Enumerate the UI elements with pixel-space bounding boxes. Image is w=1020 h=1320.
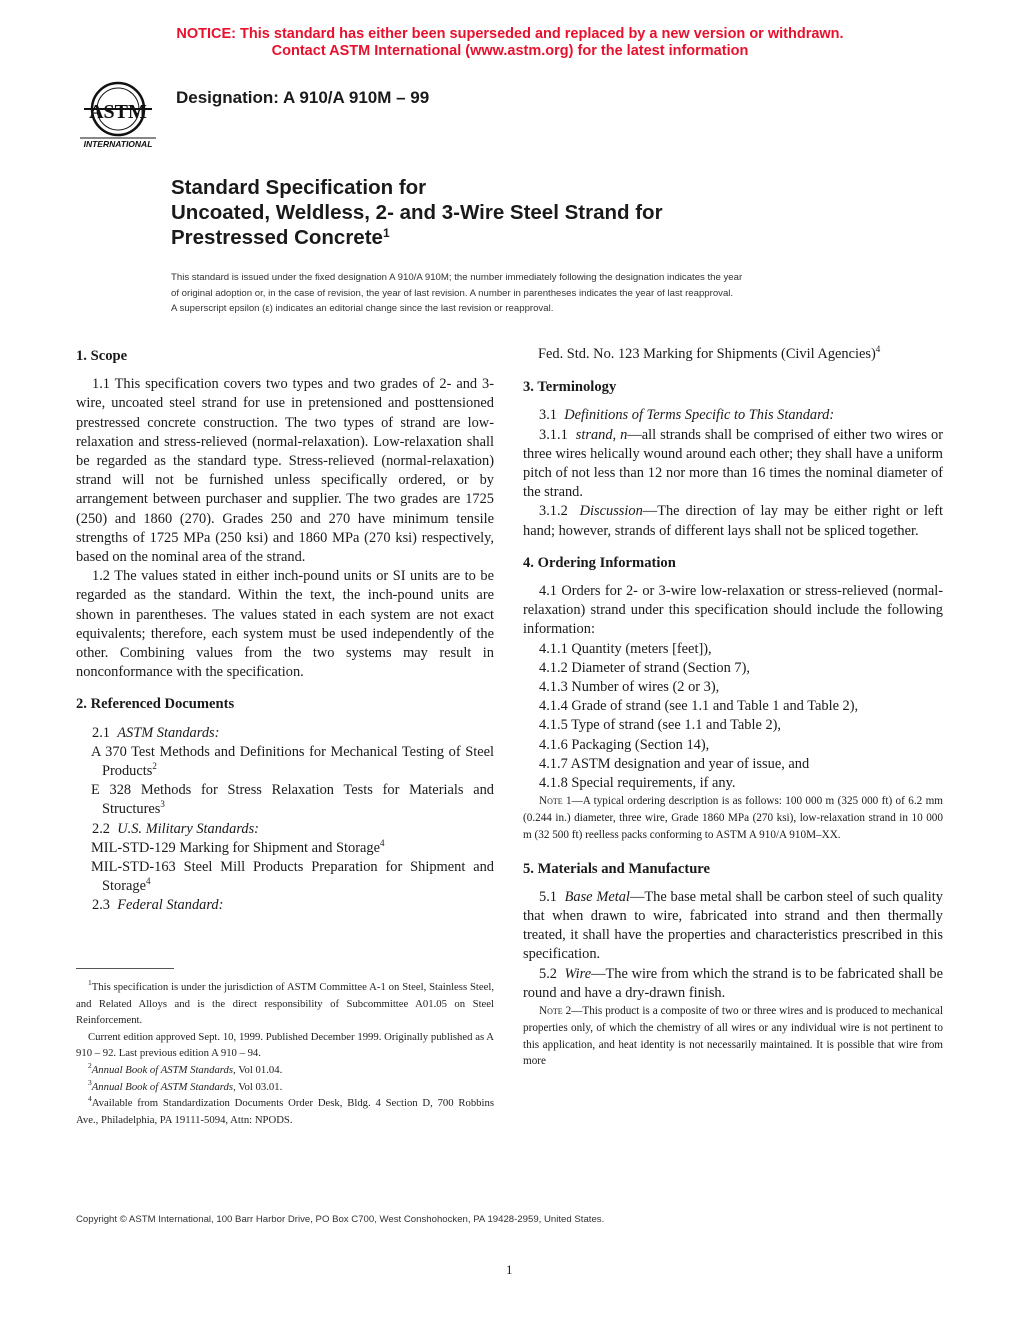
- refdocs-2-3: 2.3 Federal Standard:: [92, 897, 224, 914]
- materials-heading: 5. Materials and Manufacture: [523, 860, 710, 877]
- materials-5-1: 5.1 Base Metal—The base metal shall be carbon steel of such quality that when drawn to wire, fabricated into strand and then thermally treated, it shall have the properties and characteristics prescribed in this specification.: [523, 888, 944, 963]
- title-line-1: Standard Specification for: [171, 176, 427, 199]
- footnote-divider: [76, 968, 174, 969]
- right-column: [523, 345, 943, 1070]
- supersede-notice: [0, 26, 1020, 60]
- ordering-item: 4.1.2 Diameter of strand (Section 7),: [539, 659, 751, 676]
- footnote-3: $^3$Annual Book of ASTM Standards, Vol 03.01.: [88, 1077, 283, 1093]
- ordering-item: 4.1.8 Special requirements, if any.: [539, 775, 736, 792]
- ordering-4-1: 4.1 Orders for 2- or 3-wire low-relaxation or stress-relieved (normal-relaxation) strand under this specification should include the following information:: [523, 583, 943, 638]
- ordering-item: 4.1.6 Packaging (Section 14),: [539, 736, 710, 753]
- ref-fed123: Fed. Std. No. 123 Marking for Shipments (Civil Agencies)$^4$: [538, 344, 881, 362]
- designation: Designation: A 910/A 910M – 99: [176, 88, 430, 107]
- title-line-3: Prestressed Concrete: [171, 226, 383, 249]
- page-number: 1: [506, 1262, 513, 1277]
- document-title: [171, 175, 663, 250]
- refdocs-2-1: 2.1 ASTM Standards:: [92, 724, 220, 741]
- copyright-line: Copyright © ASTM International, 100 Barr Harbor Drive, PO Box C700, West Conshohocken, PA 19428-2959, United States.: [76, 1214, 605, 1225]
- ref-e328: E 328 Methods for Stress Relaxation Tests for Materials and Structures$^3$: [91, 782, 494, 818]
- ordering-item: 4.1.3 Number of wires (2 or 3),: [539, 679, 720, 696]
- scope-1-1: 1.1 This specification covers two types and two grades of 2- and 3-wire, uncoated steel strand for use in pretensioned and posttensioned prestressed concrete construction. The two types of strand are low-relaxation and stress-relieved (normal-relaxation). Low-relaxation shall be regarded as the standard type. Stress-relieved (normal-relaxation) strand will not be furnished unless specifically ordered, or by arrangement between purchaser and supplier. The two grades are 1725 (250) and 1860 (270). Grades 250 and 270 have minimum tensile strengths of 1725 MPa (250 ksi) and 1860 MPa (270 ksi) respectively, based on the nominal area of the strand.: [76, 376, 494, 566]
- scope-1-2: 1.2 The values stated in either inch-pound units or SI units are to be regarded as the standard. Within the text, the inch-pound units are shown in parentheses. The values stated in each system are not exact equivalents; therefore, each system must be used independently of the other. Combining values from the two systems may result in nonconformance with the specification.: [76, 568, 494, 681]
- refdocs-heading: 2. Referenced Documents: [76, 696, 235, 713]
- footnotes: [76, 979, 494, 1128]
- terminology-3-1-1: 3.1.1 strand, n—all strands shall be comprised of either two wires or three wires helically wound around each other; they shall have a uniform pitch of not less than 12 nor more than 16 times the nominal diameter of the strand.: [523, 426, 943, 501]
- footnote-1: $^1$This specification is under the jurisdiction of ASTM Committee A-1 on Steel, Stainless Steel, and Related Alloys and is the direct responsibility of Subcommittee A01.05 on Steel Reinforcement.: [76, 978, 494, 1027]
- logo-subtext: INTERNATIONAL: [83, 139, 153, 149]
- left-column: [76, 347, 494, 916]
- logo-text: ASTM: [89, 101, 147, 123]
- note-2: Note 2—This product is a composite of two or three wires and is produced to mechanical properties only, of which the chemistry of all wires or any individual wire is not pertinent to this application, and heat identity is not necessarily maintained. It is possible that wire from more: [523, 1005, 943, 1068]
- issuance-note: [171, 270, 851, 317]
- terminology-3-1-2: 3.1.2 Discussion—The direction of lay may be either right or left hand; however, strands of different lays shall not be spliced together.: [523, 503, 943, 539]
- title-line-2: Uncoated, Weldless, 2- and 3-Wire Steel Strand for: [171, 201, 663, 224]
- ordering-item: 4.1.7 ASTM designation and year of issue, and: [539, 755, 810, 772]
- ordering-item: 4.1.4 Grade of strand (see 1.1 and Table 1 and Table 2),: [539, 698, 859, 715]
- notice-line-2: Contact ASTM International (www.astm.org) for the latest information: [271, 43, 749, 59]
- terminology-3-1: 3.1 Definitions of Terms Specific to This Standard:: [539, 407, 835, 424]
- terminology-heading: 3. Terminology: [523, 379, 617, 396]
- ref-mil163: MIL-STD-163 Steel Mill Products Preparation for Shipment and Storage$^4$: [91, 859, 494, 895]
- footnote-4: $^4$Available from Standardization Documents Order Desk, Bldg. 4 Section D, 700 Robbins Ave., Philadelphia, PA 19111-5094, Attn: NPODS.: [76, 1094, 494, 1126]
- ref-a370: A 370 Test Methods and Definitions for Mechanical Testing of Steel Products$^2$: [91, 743, 494, 780]
- scope-heading: 1. Scope: [76, 348, 128, 364]
- notice-line-1: NOTICE: This standard has either been superseded and replaced by a new version or withdrawn.: [176, 26, 844, 42]
- footnote-2: $^2$Annual Book of ASTM Standards, Vol 01.04.: [88, 1060, 283, 1076]
- refdocs-2-2: 2.2 U.S. Military Standards:: [92, 820, 259, 837]
- astm-logo: [76, 78, 160, 150]
- issuance-line-3: A superscript epsilon (ε) indicates an editorial change since the last revision or reapproval.: [171, 303, 554, 314]
- ordering-item: 4.1.1 Quantity (meters [feet]),: [539, 640, 712, 657]
- materials-5-2: 5.2 Wire—The wire from which the strand is to be fabricated shall be round and have a dry-drawn finish.: [523, 965, 943, 1001]
- issuance-line-2: of original adoption or, in the case of revision, the year of last revision. A number in parentheses indicates the year of last reapproval.: [171, 287, 734, 299]
- issuance-line-1: This standard is issued under the fixed designation A 910/A 910M; the number immediately following the designation indicates the year: [171, 272, 743, 283]
- ref-mil129: MIL-STD-129 Marking for Shipment and Storage$^4$: [91, 837, 385, 856]
- note-1: Note 1—A typical ordering description is as follows: 100 000 m (325 000 ft) of 6.2 mm (0.244 in.) diameter, three wire, Grade 1860 MPa (270 ksi), low-relaxation strand in 10 000 m (32 500 ft) reelless packs conforming to ASTM A 910/A 910M–XX.: [523, 795, 943, 841]
- ordering-item: 4.1.5 Type of strand (see 1.1 and Table 2),: [539, 717, 782, 734]
- footnote-1b: Current edition approved Sept. 10, 1999. Published December 1999. Originally published as A 910 – 92. Last previous edition A 910 – 94.: [76, 1030, 494, 1060]
- ordering-heading: 4. Ordering Information: [523, 554, 676, 571]
- title-footnote-mark: 1: [382, 226, 390, 240]
